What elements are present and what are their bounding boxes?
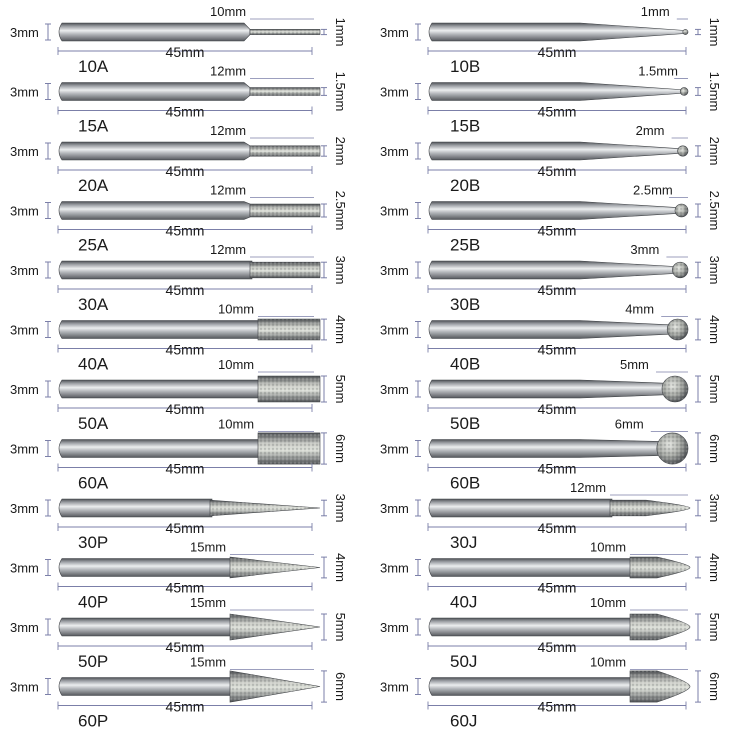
burr-item (380, 64, 722, 136)
shank-diameter-label: 3mm (10, 322, 39, 338)
burr-grit-texture (258, 319, 320, 340)
burr-shank (59, 440, 260, 458)
overall-length-label: 45mm (165, 163, 205, 179)
overall-length-label: 45mm (537, 639, 577, 655)
overall-length-label: 45mm (537, 222, 577, 239)
head-length-label: 10mm (590, 539, 627, 555)
model-code-label: 60B (450, 473, 481, 493)
burr-shank (429, 678, 632, 696)
burr-grit-texture (258, 376, 320, 402)
burr-shank (59, 321, 260, 339)
head-length-label: 1mm (640, 4, 670, 19)
burr-item (380, 417, 722, 493)
burr-shank (59, 678, 232, 696)
burr-grit-texture (630, 614, 690, 640)
burr-shank (429, 83, 682, 101)
model-code-label: 30B (450, 295, 481, 314)
shank-diameter-label: 3mm (10, 441, 39, 457)
shank-diameter-label: 3mm (380, 25, 409, 40)
model-code-label: 15B (450, 116, 481, 136)
head-diameter-label: 1mm (707, 17, 722, 47)
burr-shank (429, 499, 612, 517)
head-length-label: 1.5mm (638, 63, 678, 79)
head-length-label: 15mm (190, 539, 227, 555)
burr-grit-texture (250, 262, 320, 278)
model-code-label: 10A (78, 57, 109, 76)
overall-length-label: 45mm (165, 520, 205, 536)
head-length-label: 6mm (614, 416, 644, 432)
head-length-label: 3mm (630, 242, 660, 257)
head-diameter-label: 1.5mm (333, 71, 348, 112)
model-code-label: 40J (450, 592, 478, 612)
model-code-label: 40P (78, 592, 109, 612)
overall-length-label: 45mm (165, 222, 205, 239)
burr-shank (429, 23, 685, 41)
burr-item (380, 242, 722, 314)
shank-diameter-label: 3mm (380, 382, 409, 397)
head-diameter-label: 1.5mm (707, 71, 722, 112)
burr-item (380, 592, 722, 671)
burr-grit-texture (610, 500, 690, 516)
model-code-label: 20A (78, 176, 109, 195)
burr-grit-texture (230, 557, 320, 578)
overall-length-label: 45mm (537, 163, 577, 179)
burr-grit-texture (675, 204, 688, 217)
burr-item (380, 302, 722, 374)
burr-shank (59, 142, 250, 160)
burr-item (10, 417, 348, 493)
shank-diameter-label: 3mm (10, 620, 39, 635)
burr-grit-texture (230, 614, 320, 640)
overall-length-label: 45mm (165, 639, 205, 655)
head-diameter-label: 6mm (333, 434, 348, 463)
head-diameter-label: 5mm (333, 612, 348, 642)
burr-grit-texture (667, 319, 688, 340)
head-diameter-label: 4mm (707, 315, 722, 344)
burr-item (10, 183, 348, 255)
head-diameter-label: 5mm (707, 374, 722, 404)
overall-length-label: 45mm (165, 698, 205, 715)
head-length-label: 10mm (210, 4, 247, 19)
shank-diameter-label: 3mm (380, 203, 409, 219)
overall-length-label: 45mm (537, 44, 577, 60)
head-length-label: 12mm (210, 123, 247, 138)
head-length-label: 12mm (210, 242, 247, 257)
burr-shank (59, 83, 250, 101)
burr-grit-texture (250, 204, 320, 217)
shank-diameter-label: 3mm (380, 501, 409, 516)
head-diameter-label: 5mm (707, 612, 722, 642)
burr-grit-texture (683, 29, 688, 34)
shank-diameter-label: 3mm (10, 501, 39, 516)
burr-grit-texture (258, 433, 320, 464)
shank-diameter-label: 3mm (380, 322, 409, 338)
model-code-label: 15A (78, 116, 109, 136)
burr-shank (429, 142, 680, 160)
head-diameter-label: 6mm (333, 672, 348, 701)
shank-diameter-label: 3mm (10, 679, 39, 695)
overall-length-label: 45mm (537, 401, 577, 417)
head-diameter-label: 3mm (707, 493, 722, 523)
model-code-label: 50P (78, 652, 109, 671)
overall-length-label: 45mm (537, 103, 577, 120)
burr-item (10, 655, 348, 731)
burr-shank (59, 559, 232, 577)
model-code-label: 60P (78, 711, 109, 731)
burr-item (380, 480, 722, 552)
burr-item (10, 354, 348, 433)
shank-diameter-label: 3mm (380, 679, 409, 695)
shank-diameter-label: 3mm (10, 84, 39, 100)
overall-length-label: 45mm (165, 44, 205, 60)
burr-shank (59, 380, 260, 398)
burr-grit-texture (680, 88, 688, 96)
burr-grit-texture (630, 671, 690, 702)
burr-shank (429, 261, 674, 279)
overall-length-label: 45mm (537, 282, 577, 298)
burr-grit-texture (657, 433, 688, 464)
head-length-label: 10mm (590, 654, 627, 670)
head-length-label: 10mm (218, 357, 255, 372)
head-diameter-label: 3mm (333, 493, 348, 523)
head-diameter-label: 4mm (707, 553, 722, 582)
model-code-label: 40B (450, 354, 481, 374)
model-code-label: 30A (78, 295, 109, 314)
burr-shank (429, 380, 664, 398)
shank-diameter-label: 3mm (10, 25, 39, 40)
burr-shank (429, 618, 632, 636)
burr-item (10, 494, 348, 552)
burr-item (10, 64, 348, 136)
shank-diameter-label: 3mm (10, 263, 39, 278)
overall-length-label: 45mm (537, 341, 577, 358)
burr-shank (59, 618, 232, 636)
burr-grit-texture (230, 671, 320, 702)
overall-length-label: 45mm (165, 103, 205, 120)
burr-grit-texture (250, 29, 320, 34)
head-diameter-label: 2.5mm (333, 190, 348, 231)
burr-item (380, 183, 722, 255)
model-code-label: 60A (78, 473, 109, 493)
head-length-label: 2.5mm (633, 182, 673, 198)
shank-diameter-label: 3mm (10, 382, 39, 397)
model-code-label: 40A (78, 354, 109, 374)
burr-item (380, 655, 722, 731)
head-length-label: 10mm (218, 416, 255, 432)
overall-length-label: 45mm (165, 282, 205, 298)
shank-diameter-label: 3mm (380, 441, 409, 457)
shank-diameter-label: 3mm (10, 144, 39, 159)
model-code-label: 30J (450, 533, 478, 552)
model-code-label: 20B (450, 176, 481, 195)
head-length-label: 15mm (190, 595, 227, 610)
burr-grit-texture (250, 88, 320, 96)
model-code-label: 50B (450, 414, 481, 433)
overall-length-label: 45mm (537, 460, 577, 477)
burr-shank (429, 440, 659, 458)
head-length-label: 5mm (620, 357, 649, 372)
head-diameter-label: 4mm (333, 315, 348, 344)
burr-shank (429, 559, 632, 577)
head-length-label: 15mm (190, 654, 227, 670)
head-length-label: 12mm (570, 480, 607, 495)
overall-length-label: 45mm (537, 579, 577, 596)
burr-item (10, 540, 348, 612)
head-length-label: 2mm (635, 123, 665, 138)
burr-item (10, 4, 348, 76)
burr-item (10, 302, 348, 374)
burr-grit-texture (630, 557, 690, 578)
burr-shank (59, 499, 212, 517)
shank-diameter-label: 3mm (380, 263, 409, 278)
model-code-label: 50A (78, 414, 109, 433)
burr-shank (59, 202, 250, 220)
model-code-label: 30P (78, 533, 109, 552)
head-diameter-label: 2mm (333, 136, 348, 166)
shank-diameter-label: 3mm (10, 560, 39, 576)
model-code-label: 25A (78, 235, 109, 255)
head-diameter-label: 1mm (333, 17, 348, 47)
head-length-label: 12mm (210, 182, 247, 198)
shank-diameter-label: 3mm (10, 203, 39, 219)
burr-item (10, 242, 348, 314)
head-diameter-label: 4mm (333, 553, 348, 582)
head-diameter-label: 5mm (333, 374, 348, 404)
overall-length-label: 45mm (165, 579, 205, 596)
model-code-label: 25B (450, 235, 481, 255)
model-code-label: 50J (450, 652, 478, 671)
burr-grit-texture (672, 262, 688, 278)
burr-grit-texture (662, 376, 688, 402)
shank-diameter-label: 3mm (380, 144, 409, 159)
burr-item (10, 123, 348, 195)
burr-grit-texture (678, 146, 688, 156)
overall-length-label: 45mm (165, 401, 205, 417)
shank-diameter-label: 3mm (380, 620, 409, 635)
head-diameter-label: 3mm (333, 255, 348, 285)
head-length-label: 10mm (590, 595, 627, 610)
head-length-label: 4mm (625, 301, 655, 317)
overall-length-label: 45mm (537, 698, 577, 715)
overall-length-label: 45mm (165, 341, 205, 358)
model-code-label: 60J (450, 711, 478, 731)
head-length-label: 12mm (210, 63, 247, 79)
burr-grit-texture (250, 146, 320, 156)
burr-shank (59, 23, 250, 41)
burr-grit-texture (210, 500, 320, 516)
shank-diameter-label: 3mm (380, 84, 409, 100)
model-code-label: 10B (450, 57, 481, 76)
burr-item (380, 354, 722, 433)
head-diameter-label: 2.5mm (707, 190, 722, 231)
burr-shank (429, 321, 669, 339)
burr-shank (429, 202, 677, 220)
overall-length-label: 45mm (165, 460, 205, 477)
shank-diameter-label: 3mm (380, 560, 409, 576)
head-diameter-label: 3mm (707, 255, 722, 285)
head-length-label: 10mm (218, 301, 255, 317)
head-diameter-label: 6mm (707, 672, 722, 701)
head-diameter-label: 6mm (707, 434, 722, 463)
burr-item (380, 540, 722, 612)
head-diameter-label: 2mm (707, 136, 722, 166)
overall-length-label: 45mm (537, 520, 577, 536)
burr-item (10, 592, 348, 671)
burr-shank (59, 261, 252, 279)
